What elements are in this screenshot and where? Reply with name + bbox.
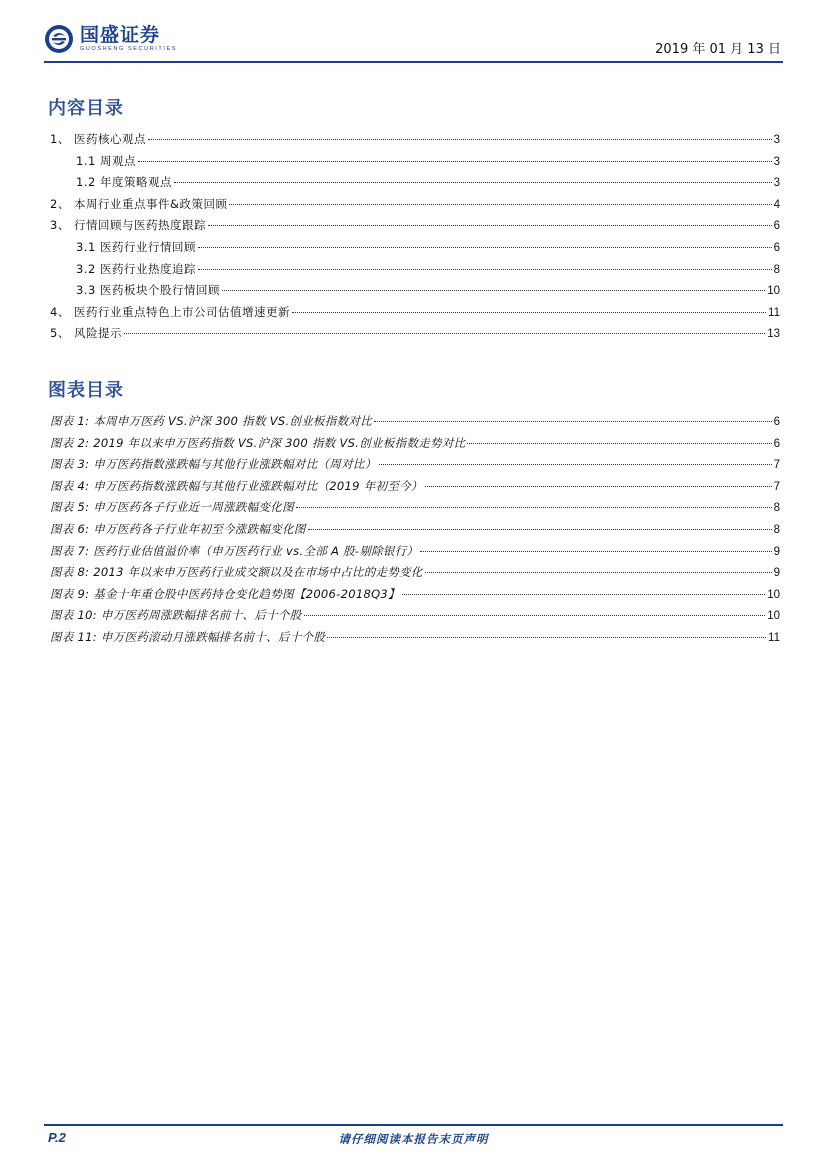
figure-entry-page: 7 xyxy=(773,480,780,493)
dot-leader xyxy=(402,594,765,595)
figure-entry-page: 7 xyxy=(773,459,780,472)
dot-leader xyxy=(467,443,771,444)
toc-entry[interactable] xyxy=(50,153,780,175)
dot-leader xyxy=(327,637,766,638)
toc-entry-label: 2、 本周行业重点事件&政策回顾 xyxy=(50,196,228,211)
toc-entry-page: 6 xyxy=(773,220,780,233)
toc-entry-label: 3.1 医药行业行情回顾 xyxy=(76,239,196,254)
figure-entry-page: 10 xyxy=(767,610,780,623)
toc-entry[interactable] xyxy=(50,282,780,304)
toc-entry-page: 3 xyxy=(773,177,780,190)
figure-entry-label: 图表 7: 医药行业估值溢价率（申万医药行业 vs.全部 A 股-剔除银行） xyxy=(50,543,419,558)
page-header xyxy=(44,24,783,64)
dot-leader xyxy=(229,204,771,205)
header-divider xyxy=(44,61,783,63)
figure-entry-label: 图表 11: 申万医药滚动月涨跌幅排名前十、后十个股 xyxy=(50,629,326,644)
figure-entry[interactable] xyxy=(50,586,780,608)
dot-leader xyxy=(124,333,765,334)
figure-entry[interactable] xyxy=(50,564,780,586)
toc-entry-page: 3 xyxy=(773,134,780,146)
figure-entry[interactable] xyxy=(50,413,780,435)
dot-leader xyxy=(296,507,772,508)
figures-list xyxy=(50,413,780,651)
dot-leader xyxy=(292,312,766,313)
figure-entry-page: 10 xyxy=(767,588,780,601)
page-number: P.2 xyxy=(48,1130,66,1145)
figure-entry-label: 图表 6: 申万医药各子行业年初至今涨跌幅变化图 xyxy=(50,521,306,536)
figure-entry[interactable] xyxy=(50,456,780,478)
dot-leader xyxy=(138,161,772,162)
dot-leader xyxy=(425,486,772,487)
toc-entry-label: 3、 行情回顾与医药热度跟踪 xyxy=(50,218,206,233)
dot-leader xyxy=(198,269,772,270)
figure-entry-label: 图表 5: 申万医药各子行业近一周涨跌幅变化图 xyxy=(50,500,294,515)
report-date: 2019 年 01 月 13 日 xyxy=(655,42,781,57)
figure-entry-page: 11 xyxy=(768,631,780,644)
company-logo xyxy=(44,24,177,54)
dot-leader xyxy=(148,139,772,140)
figure-entry[interactable] xyxy=(50,521,780,543)
dot-leader xyxy=(425,572,772,573)
toc-entry[interactable] xyxy=(50,261,780,283)
toc-entry-label: 1、 医药核心观点 xyxy=(50,132,146,146)
figure-entry[interactable] xyxy=(50,607,780,629)
toc-entry-page: 13 xyxy=(767,328,780,341)
figure-entry-page: 6 xyxy=(773,437,780,450)
dot-leader xyxy=(308,529,772,530)
dot-leader xyxy=(379,464,772,465)
toc-entry-label: 1.1 周观点 xyxy=(76,153,136,168)
toc-entry-page: 11 xyxy=(768,306,780,319)
figure-entry[interactable] xyxy=(50,499,780,521)
figure-entry-label: 图表 10: 申万医药周涨跌幅排名前十、后十个股 xyxy=(50,608,302,623)
logo-english-name: GUOSHENG SECURITIES xyxy=(80,46,178,52)
figure-entry-page: 9 xyxy=(773,545,780,558)
figure-entry-page: 8 xyxy=(773,502,780,515)
toc-entry-label: 3.2 医药行业热度追踪 xyxy=(76,261,196,276)
dot-leader xyxy=(222,290,765,291)
toc-entry-label: 1.2 年度策略观点 xyxy=(76,175,172,190)
toc-entry-page: 3 xyxy=(773,155,780,168)
toc-entry-label: 4、 医药行业重点特色上市公司估值增速更新 xyxy=(50,304,290,319)
logo-chinese-name: 国盛证券 xyxy=(80,24,161,46)
toc-entry-page: 10 xyxy=(767,285,780,298)
figure-entry-label: 图表 3: 申万医药指数涨跌幅与其他行业涨跌幅对比（周对比） xyxy=(50,457,377,472)
figure-entry[interactable] xyxy=(50,478,780,500)
toc-entry[interactable] xyxy=(50,325,780,347)
figure-entry[interactable] xyxy=(50,543,780,565)
figure-entry-label: 图表 4: 申万医药指数涨跌幅与其他行业涨跌幅对比（2019 年初至今） xyxy=(50,478,423,493)
toc-entry[interactable] xyxy=(50,131,780,153)
toc-entry[interactable] xyxy=(50,304,780,326)
dot-leader xyxy=(174,182,772,183)
dot-leader xyxy=(198,247,772,248)
toc-entry-label: 5、 风险提示 xyxy=(50,326,122,341)
figures-title: 图表目录 xyxy=(48,380,124,401)
guosheng-logo-icon xyxy=(44,24,74,54)
figure-entry[interactable] xyxy=(50,629,780,651)
toc-entry[interactable] xyxy=(50,239,780,261)
figure-entry-label: 图表 1: 本周申万医药 VS.沪深 300 指数 VS.创业板指数对比 xyxy=(50,414,373,428)
figure-entry[interactable] xyxy=(50,435,780,457)
figure-entry-label: 图表 8: 2013 年以来申万医药行业成交额以及在市场中占比的走势变化 xyxy=(50,565,423,580)
figure-entry-page: 6 xyxy=(773,416,780,428)
toc-entry-label: 3.3 医药板块个股行情回顾 xyxy=(76,283,220,298)
disclaimer-note: 请仔细阅读本报告末页声明 xyxy=(338,1132,489,1146)
toc-entry[interactable] xyxy=(50,174,780,196)
figure-entry-label: 图表 2: 2019 年以来申万医药指数 VS.沪深 300 指数 VS.创业板指数走势对比 xyxy=(50,435,466,450)
toc-entry-page: 4 xyxy=(773,198,780,211)
toc-entry-page: 6 xyxy=(773,241,780,254)
toc-list xyxy=(50,131,780,347)
toc-entry[interactable] xyxy=(50,217,780,239)
dot-leader xyxy=(208,225,772,226)
figure-entry-page: 8 xyxy=(773,523,780,536)
toc-title: 内容目录 xyxy=(48,98,124,119)
dot-leader xyxy=(420,551,771,552)
figure-entry-label: 图表 9: 基金十年重仓股中医药持仓变化趋势图【2006-2018Q3】 xyxy=(50,586,400,601)
toc-entry-page: 8 xyxy=(773,263,780,276)
footer-divider xyxy=(44,1124,783,1126)
figure-entry-page: 9 xyxy=(773,567,780,580)
dot-leader xyxy=(304,615,766,616)
toc-entry[interactable] xyxy=(50,196,780,218)
dot-leader xyxy=(374,421,772,422)
